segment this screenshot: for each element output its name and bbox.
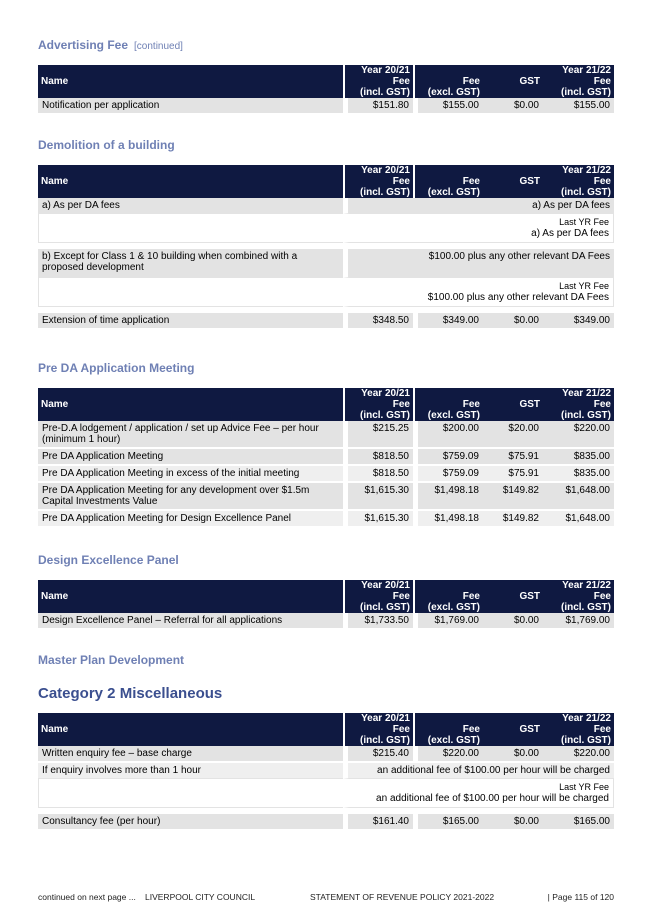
row-year2122-fee: $220.00 — [543, 421, 614, 447]
header-gst: GST — [483, 65, 543, 98]
header-fee-excl: Fee (excl. GST) — [413, 388, 483, 421]
section-title-demolition: Demolition of a building — [38, 138, 175, 152]
row-year2122-fee: $835.00 — [543, 449, 614, 464]
row-year2122-fee: $1,648.00 — [543, 511, 614, 526]
table-header — [38, 165, 614, 198]
row-year2021-fee: $1,615.30 — [343, 483, 413, 509]
row-gst: $0.00 — [483, 613, 543, 628]
header-name: Name — [38, 388, 343, 421]
row-gst: $149.82 — [483, 511, 543, 526]
design-excellence-fee-table — [38, 580, 614, 628]
header-year2021: Year 20/21 Fee (incl. GST) — [343, 580, 413, 613]
table-row — [38, 483, 614, 509]
row-gst: $75.91 — [483, 449, 543, 464]
continued-label: [continued] — [134, 41, 183, 52]
row-year2021-fee: $161.40 — [343, 814, 413, 829]
row-fee-excl: $220.00 — [413, 746, 483, 761]
header-year2021: Year 20/21 Fee (incl. GST) — [343, 65, 413, 98]
footer-continued: continued on next page ... — [38, 892, 136, 902]
table-row — [38, 449, 614, 464]
last-year-fee — [343, 277, 614, 307]
footer-page-number: | Page 115 of 120 — [547, 892, 614, 902]
category-title: Category 2 Miscellaneous — [38, 685, 223, 702]
header-fee-excl: Fee (excl. GST) — [413, 713, 483, 746]
header-year2021: Year 20/21 Fee (incl. GST) — [343, 713, 413, 746]
row-fee-excl: $200.00 — [413, 421, 483, 447]
header-year2021: Year 20/21 Fee (incl. GST) — [343, 388, 413, 421]
header-name: Name — [38, 713, 343, 746]
row-name: Extension of time application — [38, 313, 343, 328]
header-gst: GST — [483, 580, 543, 613]
row-combined-fee: an additional fee of $100.00 per hour will be charged — [343, 763, 614, 778]
row-name: Pre DA Application Meeting for Design Excellence Panel — [38, 511, 343, 526]
header-gst: GST — [483, 713, 543, 746]
header-fee-excl: Fee (excl. GST) — [413, 580, 483, 613]
category2-fee-table — [38, 713, 614, 829]
section-title-pre-da: Pre DA Application Meeting — [38, 361, 195, 375]
row-year2122-fee: $220.00 — [543, 746, 614, 761]
row-year2021-fee: $151.80 — [343, 98, 413, 113]
table-row — [38, 814, 614, 829]
row-fee-excl: $165.00 — [413, 814, 483, 829]
last-year-row — [38, 778, 614, 808]
section-title-master-plan: Master Plan Development — [38, 653, 185, 667]
last-year-value: $100.00 plus any other relevant DA Fees — [427, 292, 609, 303]
section-title-design-excellence: Design Excellence Panel — [38, 553, 179, 567]
pre-da-fee-table — [38, 388, 614, 526]
last-year-value: a) As per DA fees — [531, 228, 609, 239]
row-fee-excl: $349.00 — [413, 313, 483, 328]
row-combined-fee: a) As per DA fees — [343, 198, 614, 213]
last-year-label: Last YR Fee — [559, 281, 609, 291]
row-year2021-fee: $1,615.30 — [343, 511, 413, 526]
table-row — [38, 421, 614, 447]
row-name: Pre DA Application Meeting for any development over $1.5m Capital Investments Value — [38, 483, 343, 509]
header-name: Name — [38, 165, 343, 198]
header-year2122: Year 21/22 Fee (incl. GST) — [543, 388, 614, 421]
row-gst: $0.00 — [483, 746, 543, 761]
row-name: Written enquiry fee – base charge — [38, 746, 343, 761]
table-row — [38, 746, 614, 761]
last-year-value: an additional fee of $100.00 per hour will be charged — [376, 793, 609, 804]
row-year2122-fee: $835.00 — [543, 466, 614, 481]
row-fee-excl: $1,498.18 — [413, 511, 483, 526]
row-name: a) As per DA fees — [38, 198, 343, 213]
header-year2021: Year 20/21 Fee (incl. GST) — [343, 165, 413, 198]
table-row — [38, 249, 614, 277]
row-year2021-fee: $215.25 — [343, 421, 413, 447]
table-row — [38, 98, 614, 113]
row-year2122-fee: $1,769.00 — [543, 613, 614, 628]
row-year2021-fee: $818.50 — [343, 449, 413, 464]
row-year2021-fee: $215.40 — [343, 746, 413, 761]
table-row — [38, 763, 614, 778]
header-gst: GST — [483, 388, 543, 421]
table-header — [38, 580, 614, 613]
row-fee-excl: $155.00 — [413, 98, 483, 113]
row-name: If enquiry involves more than 1 hour — [38, 763, 343, 778]
header-gst: GST — [483, 165, 543, 198]
row-gst: $149.82 — [483, 483, 543, 509]
table-row — [38, 466, 614, 481]
header-year2122: Year 21/22 Fee (incl. GST) — [543, 580, 614, 613]
row-name: Consultancy fee (per hour) — [38, 814, 343, 829]
last-year-label: Last YR Fee — [559, 217, 609, 227]
row-name: Pre-D.A lodgement / application / set up Advice Fee – per hour (minimum 1 hour) — [38, 421, 343, 447]
table-row — [38, 313, 614, 328]
row-name: Design Excellence Panel – Referral for all applications — [38, 613, 343, 628]
table-header — [38, 65, 614, 98]
row-fee-excl: $759.09 — [413, 466, 483, 481]
row-year2021-fee: $1,733.50 — [343, 613, 413, 628]
row-combined-fee: $100.00 plus any other relevant DA Fees — [343, 249, 614, 277]
last-year-row — [38, 213, 614, 243]
last-year-fee — [343, 778, 614, 808]
row-year2122-fee: $349.00 — [543, 313, 614, 328]
table-row — [38, 198, 614, 213]
row-year2021-fee: $818.50 — [343, 466, 413, 481]
header-year2122: Year 21/22 Fee (incl. GST) — [543, 65, 614, 98]
footer-council: LIVERPOOL CITY COUNCIL — [145, 892, 256, 902]
row-name: Pre DA Application Meeting — [38, 449, 343, 464]
advertising-fee-table — [38, 65, 614, 113]
row-name: Pre DA Application Meeting in excess of the initial meeting — [38, 466, 343, 481]
demolition-fee-table — [38, 165, 614, 328]
row-gst: $0.00 — [483, 313, 543, 328]
row-gst: $0.00 — [483, 814, 543, 829]
row-year2021-fee: $348.50 — [343, 313, 413, 328]
last-year-row — [38, 277, 614, 307]
header-fee-excl: Fee (excl. GST) — [413, 65, 483, 98]
row-fee-excl: $1,769.00 — [413, 613, 483, 628]
header-year2122: Year 21/22 Fee (incl. GST) — [543, 165, 614, 198]
footer-statement: STATEMENT OF REVENUE POLICY 2021-2022 — [310, 892, 495, 902]
row-gst: $75.91 — [483, 466, 543, 481]
table-header — [38, 713, 614, 746]
header-year2122: Year 21/22 Fee (incl. GST) — [543, 713, 614, 746]
header-name: Name — [38, 65, 343, 98]
row-fee-excl: $1,498.18 — [413, 483, 483, 509]
section-title-advertising: Advertising Fee [continued] — [38, 38, 183, 52]
last-year-label: Last YR Fee — [559, 782, 609, 792]
row-year2122-fee: $155.00 — [543, 98, 614, 113]
row-name: Notification per application — [38, 98, 343, 113]
row-year2122-fee: $165.00 — [543, 814, 614, 829]
table-row — [38, 613, 614, 628]
header-fee-excl: Fee (excl. GST) — [413, 165, 483, 198]
row-name: b) Except for Class 1 & 10 building when combined with a proposed development — [38, 249, 343, 277]
header-name: Name — [38, 580, 343, 613]
row-gst: $20.00 — [483, 421, 543, 447]
table-header — [38, 388, 614, 421]
row-year2122-fee: $1,648.00 — [543, 483, 614, 509]
last-year-fee — [343, 213, 614, 243]
row-gst: $0.00 — [483, 98, 543, 113]
table-row — [38, 511, 614, 526]
row-fee-excl: $759.09 — [413, 449, 483, 464]
